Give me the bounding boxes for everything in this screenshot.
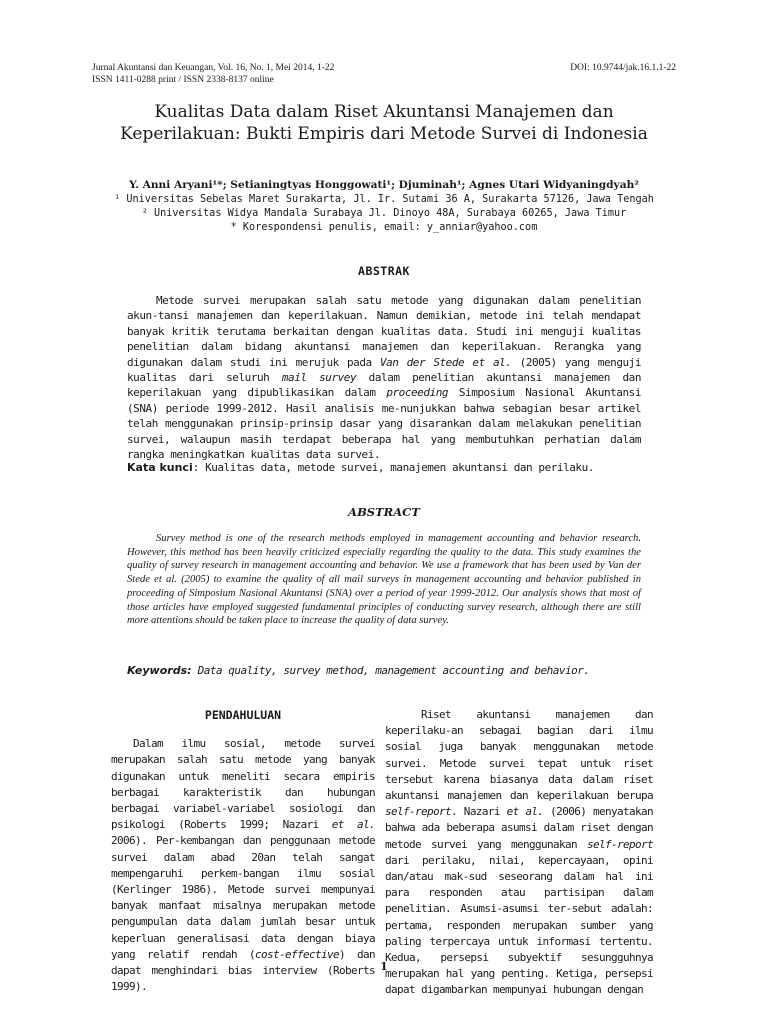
author-list: Y. Anni Aryani¹*; Setianingtyas Honggowati¹; Djuminah¹; Agnes Utari Widyaningdyah² (129, 179, 639, 191)
title-line-2: Keperilakuan: Bukti Empiris dari Metode Survei di Indonesia (120, 124, 648, 144)
abstract-heading: ABSTRACT (348, 505, 420, 519)
affiliation-1: ¹ Universitas Sebelas Maret Surakarta, Jl. Ir. Sutami 36 A, Surakarta 57126, Jawa Tengah (114, 194, 654, 205)
right-text-2: . Nazari (451, 805, 507, 819)
issn-line: ISSN 1411-0288 print / ISSN 2338-8137 online (92, 75, 274, 85)
abstrak-body (127, 293, 641, 462)
abstrak-text-2: (2005) yang menguji kualitas dari seluruh (127, 355, 642, 385)
left-text-2: 2006). Per-kembangan dan penggunaan metode survei dalam abad 20an telah sangat mempengaruhi perkem-bangan ilmu sosial (Kerlinger 1986). Metode survei mempunyai banyak manfaat misalnya merupakan metode pengumpulan data dalam jumlah besar untuk keperluan generalisasi data dengan biaya yang relatif rendah ( (111, 834, 375, 961)
paper-title (92, 101, 676, 145)
left-text-1: Dalam ilmu sosial, metode survei merupakan salah satu metode yang banyak digunakan untuk meneliti secara empiris berbagai karakteristik dan hubungan berbagai variabel-variabel sosiologi dan psikologi (Roberts 1999; Nazari (111, 737, 375, 832)
right-text-4: dari perilaku, nilai, kepercayaan, opini dan/atau mak-sud seseorang dalam hal ini para responden atau partisipan dalam penelitian. Asumsi-asumsi ter-sebut adalah: pertama, responden merupakan sumber yang paling terpercaya untuk informasi tertentu. Kedua, persepsi subyektif sesungguhnya merupakan hal yang penting. Ketiga, persepsi dapat digambarkan mempunyai hubungan dengan (385, 853, 653, 997)
keywords (127, 664, 641, 678)
affiliation-2: ² Universitas Widya Mandala Surabaya Jl. Dinoyo 48A, Surabaya 60265, Jawa Timur (141, 208, 627, 219)
right-self-report: self-report (385, 805, 452, 819)
page-number: 1 (380, 960, 388, 973)
keywords-label: Keywords: (127, 664, 192, 677)
left-text-3: ) dan dapat menghindari bias interview (Roberts 1999). (111, 947, 375, 994)
abstrak-text-3: dalam penelitian akuntansi manajemen dan keperilakuan yang dipublikasikan dalam (127, 371, 642, 400)
correspondence: * Korespondensi penulis, email: y_anniar@yahoo.com (230, 222, 538, 233)
abstrak-text-1: Metode survei merupakan salah satu metode yang digunakan dalam penelitian akun-tansi manajemen dan keperilakuan. Namun demikian, metode ini telah mendapat banyak kritik terutama berkaitan dengan kualitas data. Studi ini menguji kualitas penelitian dalam bidang akuntansi manajemen dan keperilakuan. Rerangka yang digunakan dalam studi ini merujuk pada (127, 294, 641, 369)
abstract-text: Survey method is one of the research methods employed in management accounting and behavior research. However, this method has been heavily criticized especially regarding the quality to the data. This study examines the quality of survey research in management accounting and behavior. We use a framework that has been used by Van der Stede et al. (2005) to examine the quality of all mail surveys in management accounting and behavior published in proceeding of Simposium Nasional Akuntansi (SNA) over a period of year 1999-2012. Our analysis shows that most of those articles have employed suggested fundamental principles of conducting survey research, although there are still more attentions should be taken place to increase the quality of data survey. (127, 533, 641, 627)
abstrak-ref: Van der Stede et al. (379, 355, 512, 369)
journal-citation: Jurnal Akuntansi dan Keuangan, Vol. 16, No. 1, Mei 2014, 1-22 (92, 63, 335, 73)
affiliations (92, 193, 676, 235)
doi-label: DOI: 10.9744/jak.16.1.1-22 (570, 63, 676, 73)
left-cost-effective: cost-effective (254, 947, 340, 961)
right-self-report-2: self-report (586, 837, 653, 851)
kata-kunci-label: Kata kunci (127, 461, 193, 474)
kata-kunci (127, 460, 641, 475)
abstrak-text-4: Simposium Nasional Akuntansi (SNA) periode 1999-2012. Hasil analisis me-nunjukkan bahwa sebagian besar artikel telah menggunakan prinsip-prinsip dasar yang disarankan dalam melakukan penelitian survei, walaupun masih terdapat beberapa hal yang membutuhkan perhatian dalam rangka meningkatkan kualitas data survei. (127, 386, 641, 462)
right-column (385, 707, 653, 999)
keywords-text: Data quality, survey method, management accounting and behavior. (191, 664, 590, 677)
abstrak-heading: ABSTRAK (358, 264, 410, 278)
section-heading-pendahuluan: PENDAHULUAN (204, 708, 282, 722)
right-etal: et al. (506, 805, 544, 819)
left-etal: et al. (331, 818, 375, 832)
right-text-3: (2006) menyatakan bahwa ada beberapa asumsi dalam riset dengan metode survei yang menggunakan (385, 805, 654, 851)
abstract-body (127, 532, 641, 628)
left-column (111, 707, 375, 995)
title-line-1: Kualitas Data dalam Riset Akuntansi Manajemen dan (154, 102, 614, 122)
kata-kunci-text: : Kualitas data, metode survei, manajemen akuntansi dan perilaku. (192, 461, 594, 474)
right-text-1: Riset akuntansi manajemen dan keperilaku-an sebagai bagian dari ilmu sosial juga banyak menggunakan metode survei. Metode survei tepat untuk riset tersebut karena biasanya data dalam riset akuntansi manajemen dan keperilakuan berupa (385, 708, 653, 803)
abstrak-mail-survey: mail survey (281, 371, 357, 385)
journal-header (92, 62, 334, 86)
abstrak-proceeding: proceeding (386, 386, 449, 400)
